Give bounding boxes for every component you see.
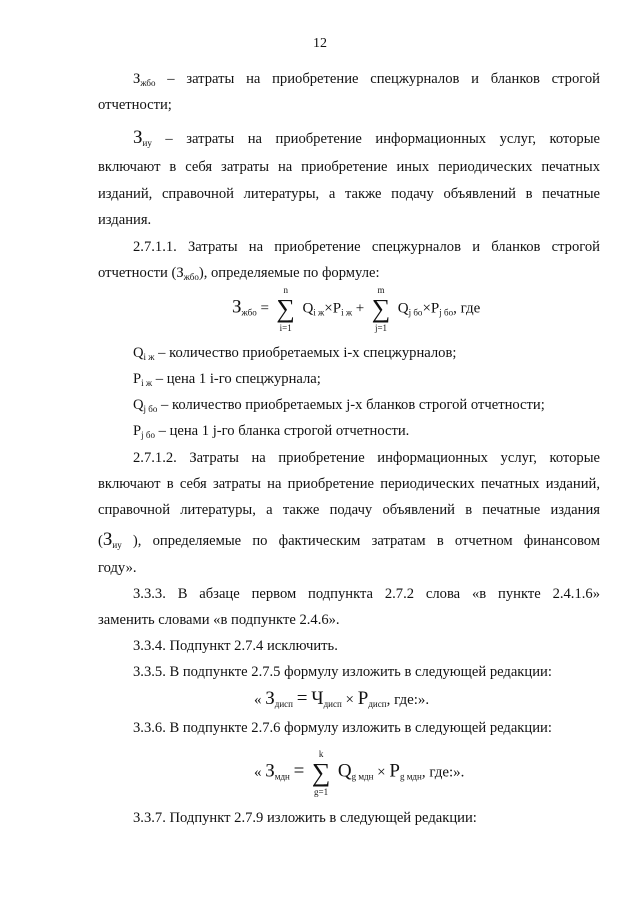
text-line: отчетности; — [98, 97, 172, 113]
formula-zhbo: $З_{жбо}$ = n ∑ i=1 $Q_{i ж}\times P_{i ж}$ + m ∑ j=1 $Q_{j бо}\times P_{j бо}$, где — [232, 285, 481, 333]
definition-q-i: $Q_{i ж}$ – количество приобретаемых i-х спецжурналов; — [133, 345, 457, 362]
text-line: включают в себя затраты на приобретение иных периодических печатных — [98, 159, 600, 175]
definition-q-j: $Q_{j бо}$ – количество приобретаемых j-х бланков строгой отчетности; — [133, 397, 545, 414]
text-line: справочной литературы, а также подачу объявлений в печатные издания — [98, 502, 600, 518]
definition-p-i: $P_{i ж}$ – цена 1 i-го спецжурнала; — [133, 371, 321, 388]
formula-zdisp: « $З_{дисп} = Ч_{дисп} \times Р_{дисп}$, где:». — [254, 688, 430, 709]
text-line: заменить словами «в подпункте 2.4.6». — [98, 612, 340, 628]
paragraph-3-3-3: 3.3.3. В абзаце первом подпункта 2.7.2 слова «в пункте 2.4.1.6» — [133, 586, 600, 602]
text-line: ($З_{иу}$ ), определяемые по фактическим затратам в отчетном финансовом — [98, 529, 600, 550]
paragraph-3-3-5: 3.3.5. В подпункте 2.7.5 формулу изложить в следующей редакции: — [133, 664, 552, 680]
paragraph-2-7-1-1: 2.7.1.1. Затраты на приобретение спецжурналов и бланков строгой — [133, 239, 600, 255]
sum-symbol: n ∑ i=1 — [276, 285, 295, 333]
paragraph-3-3-7: 3.3.7. Подпункт 2.7.9 изложить в следующей редакции: — [133, 810, 477, 826]
text-line: издания. — [98, 212, 152, 228]
page-number: 12 — [313, 36, 327, 51]
paragraph-2-7-1-2: 2.7.1.2. Затраты на приобретение информационных услуг, которые — [133, 450, 600, 466]
sum-symbol: m ∑ j=1 — [371, 285, 391, 333]
text-line: изданий, справочной литературы, а также подачу объявлений в печатные — [98, 186, 600, 202]
paragraph-3-3-6: 3.3.6. В подпункте 2.7.6 формулу изложить в следующей редакции: — [133, 720, 552, 736]
definition-ziu: $З_{иу}$ – затраты на приобретение информационных услуг, которые — [133, 127, 600, 148]
definition-p-j: $P_{j бо}$ – цена 1 j-го бланка строгой отчетности. — [133, 423, 410, 440]
paragraph-3-3-4: 3.3.4. Подпункт 2.7.4 исключить. — [133, 638, 338, 654]
formula-zmdn: « $З_{мдн}$ = k ∑ g=1 $Q_{g мдн} \times P_{g мдн}$, где:». — [254, 749, 465, 797]
text-line: отчетности $(З_{жбо})$, определяемые по формуле: — [98, 265, 380, 282]
text-line: году». — [98, 560, 137, 576]
sum-symbol: k ∑ g=1 — [311, 749, 331, 797]
text-line: включают в себя затраты на приобретение периодических печатных изданий, — [98, 476, 600, 492]
definition-zhbo: $З_{жбо}$ – затраты на приобретение спецжурналов и бланков строгой — [133, 71, 600, 88]
